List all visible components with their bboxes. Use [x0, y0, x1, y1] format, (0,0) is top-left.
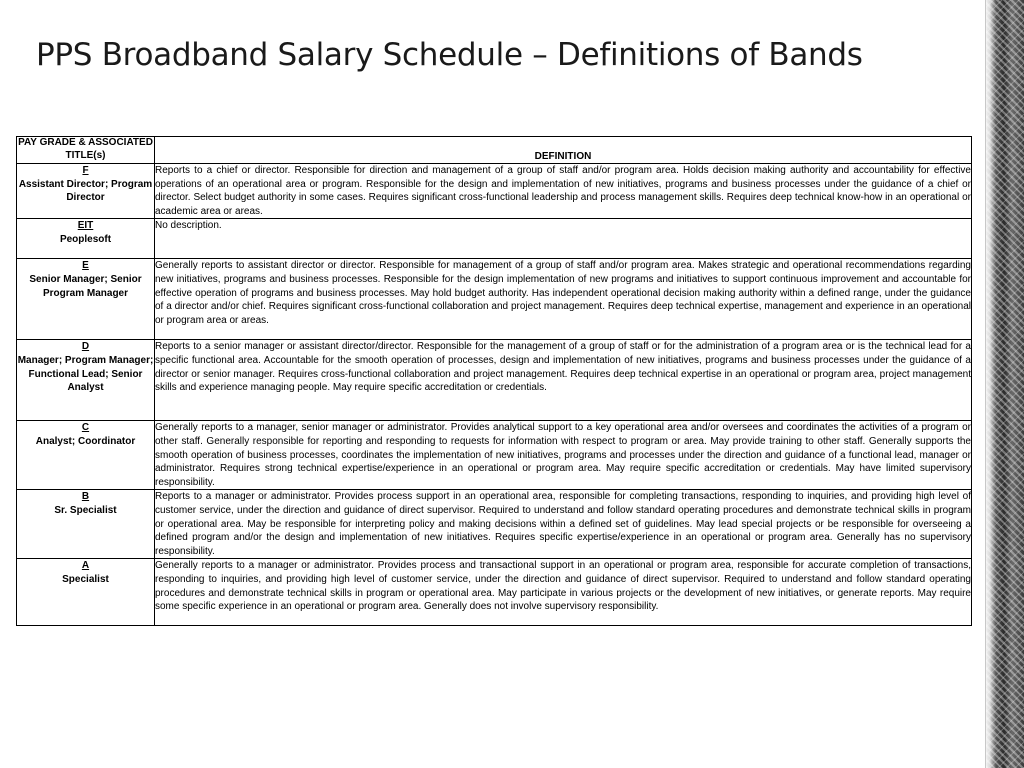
- grade-letter: D: [81, 341, 90, 353]
- pay-grade-cell: [17, 164, 155, 219]
- table-row: [17, 490, 972, 559]
- table-row: [17, 340, 972, 421]
- definition-cell: Generally reports to assistant director or director. Responsible for management of a group of staff and/or program area. Makes strategic and operational recommendations regarding new initiatives, programs and business processes. Responsible for the design implementation of new programs and initiatives to support continuous improvement and accountable for effective operation of programs and business processes. May hold budget authority. Has independent operational decision making authority within a defined range, under the guidance of a director and/or chief. Requires significant cross-functional collaboration and project management. Requires deep technical expertise, management and experience in an operational or program area or areas.: [155, 259, 972, 340]
- grade-titles: Manager; Program Manager; Functional Lead; Senior Analyst: [17, 354, 154, 394]
- grade-letter: A: [81, 560, 90, 572]
- pay-grade-cell: [17, 219, 155, 259]
- grade-titles: Sr. Specialist: [54, 504, 117, 516]
- grade-letter: B: [81, 491, 90, 503]
- grade-titles: Peoplesoft: [59, 233, 112, 245]
- table-row: [17, 164, 972, 219]
- grade-titles: Specialist: [62, 573, 109, 585]
- definition-cell: Generally reports to a manager or administrator. Provides process and transactional support in an operational or program area, responsible for accurate completion of transactions, responding to inquiries, and providing high level of customer service, under the direction and guidance of direct supervisor. Required to understand and follow standard operating procedures and demonstrate technical skills in program or operational area. May participate in various projects or the development of new initiatives, or generate reports. May require some specific experience in an operational or program area. Generally does not involve supervisory responsibility.: [155, 559, 972, 626]
- definition-cell: Reports to a senior manager or assistant director/director. Responsible for the management of a group of staff or for the administration of a program area or is the technical lead for a specific functional area. Accountable for the smooth operation of processes, design and implementation of new initiatives, programs and business processes under the guidance of a director or senior manager. Requires cross-functional collaboration and project management. Requires deep technical expertise in an operational or program area, project management skills and experience managing people. May require specific accreditation or credentials.: [155, 340, 972, 421]
- table-row: [17, 259, 972, 340]
- grade-letter: C: [81, 422, 90, 434]
- table-row: [17, 219, 972, 259]
- grade-letter: E: [82, 260, 89, 272]
- grade-letter: EIT: [77, 220, 94, 232]
- table-row: [17, 559, 972, 626]
- grade-titles: Senior Manager; Senior Program Manager: [29, 273, 142, 299]
- grade-titles: Analyst; Coordinator: [35, 435, 136, 447]
- band-definitions-table: [16, 136, 972, 626]
- pay-grade-cell: [17, 340, 155, 421]
- definition-cell: Reports to a manager or administrator. Provides process support in an operational area, responsible for completing transactions, responding to inquiries, and providing high level of customer service, under the direction and guidance of direct supervisor. Required to understand and follow standard operating procedures and demonstrate technical skills in program or operational area. May be responsible for interpreting policy and making decisions within a defined set of guidelines. May lead special projects or be responsible for overseeing a defined program and/or the design and implementation of new initiatives. Requires specific expertise/experience in an operational or program area. Generally has no supervisory responsibility.: [155, 490, 972, 559]
- definition-cell: Generally reports to a manager, senior manager or administrator. Provides analytical support to a key operational area and/or oversees and coordinates the activities of a program or other staff. Generally responsible for reporting and responding to requests for information with respect to program or area. May provide training to other staff. Generally supports the smooth operation of business processes, coordinates the implementation of new initiatives, programs and processes under the direction and guidance of a functional lead, manager or administrator. Requires strong technical expertise/experience in an operational or program area. May require specific accreditation or credentials. May have limited supervisory responsibility.: [155, 421, 972, 490]
- pay-grade-cell: [17, 259, 155, 340]
- pay-grade-cell: [17, 490, 155, 559]
- table-row: [17, 421, 972, 490]
- definition-header: DEFINITION: [155, 137, 972, 164]
- grade-letter: F: [82, 165, 89, 176]
- grade-titles: Assistant Director; Program Director: [18, 178, 153, 204]
- pay-grade-header: PAY GRADE & ASSOCIATED TITLE(s): [17, 137, 155, 164]
- decorative-edge-texture: [986, 0, 1024, 768]
- definition-cell: Reports to a chief or director. Responsible for direction and management of a group of staff and/or program area. Holds decision making authority and accountability for effective operations of an operational area or program. Responsible for the design and implementation of new initiatives, programs and business processes under the guidance of a chief or director. Select budget authority in some cases. Requires significant cross-functional leadership and process management skills. Requires deep technical know-how in an operational or academic area or areas.: [155, 164, 972, 219]
- pay-grade-cell: [17, 421, 155, 490]
- slide-title: PPS Broadband Salary Schedule – Definitions of Bands: [36, 37, 863, 73]
- definition-cell: No description.: [155, 219, 972, 259]
- pay-grade-cell: [17, 559, 155, 626]
- table-header-row: [17, 137, 972, 164]
